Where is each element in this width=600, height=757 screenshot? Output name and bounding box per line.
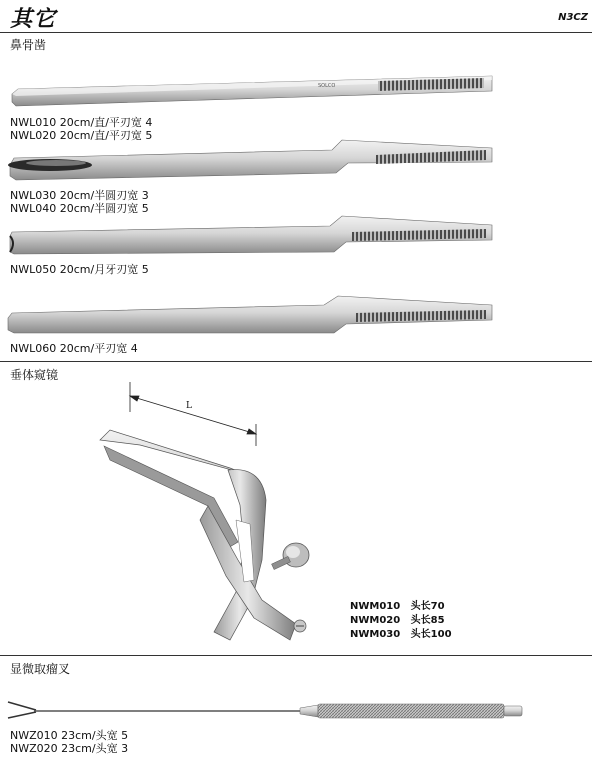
spec-line: NWL050 20cm/月牙刃宽 5	[10, 263, 149, 276]
svg-text:SOLCO: SOLCO	[318, 83, 336, 89]
dimension-label: L	[186, 401, 192, 411]
spec-line: NWL060 20cm/平刃宽 4	[10, 342, 138, 355]
spec-line: NWL040 20cm/半圆刃宽 5	[10, 202, 149, 215]
spec-line: NWZ020 23cm/头宽 3	[10, 742, 129, 755]
tumor-fork-illustration	[8, 702, 522, 718]
catalog-code: N3CZ	[558, 12, 588, 23]
page-title: 其它	[10, 7, 57, 32]
spec-line: NWL030 20cm/半圆刃宽 3	[10, 189, 149, 202]
section-title-pituitary-speculum: 垂体窥镜	[10, 368, 59, 382]
spec-line: NWM030 头长100	[350, 629, 452, 640]
section-divider	[0, 361, 592, 362]
spec-line: NWM020 头长85	[350, 615, 445, 626]
chisel-half-round-illustration	[8, 140, 492, 180]
spec-line: NWZ010 23cm/头宽 5	[10, 729, 129, 742]
dimension-marker	[130, 382, 256, 446]
pituitary-speculum-illustration	[100, 430, 309, 640]
chisel-flat-illustration	[8, 296, 492, 333]
section-divider	[0, 655, 592, 656]
chisel-crescent-illustration	[10, 216, 492, 254]
spec-line: NWL020 20cm/直/平刃宽 5	[10, 129, 153, 142]
spec-line: NWM010 头长70	[350, 601, 445, 612]
chisel-straight-illustration	[12, 76, 492, 106]
section-title-tumor-fork: 显微取瘤叉	[10, 662, 71, 676]
section-title-nasal-chisel: 鼻骨凿	[10, 38, 47, 52]
spec-line: NWL010 20cm/直/平刃宽 4	[10, 116, 153, 129]
